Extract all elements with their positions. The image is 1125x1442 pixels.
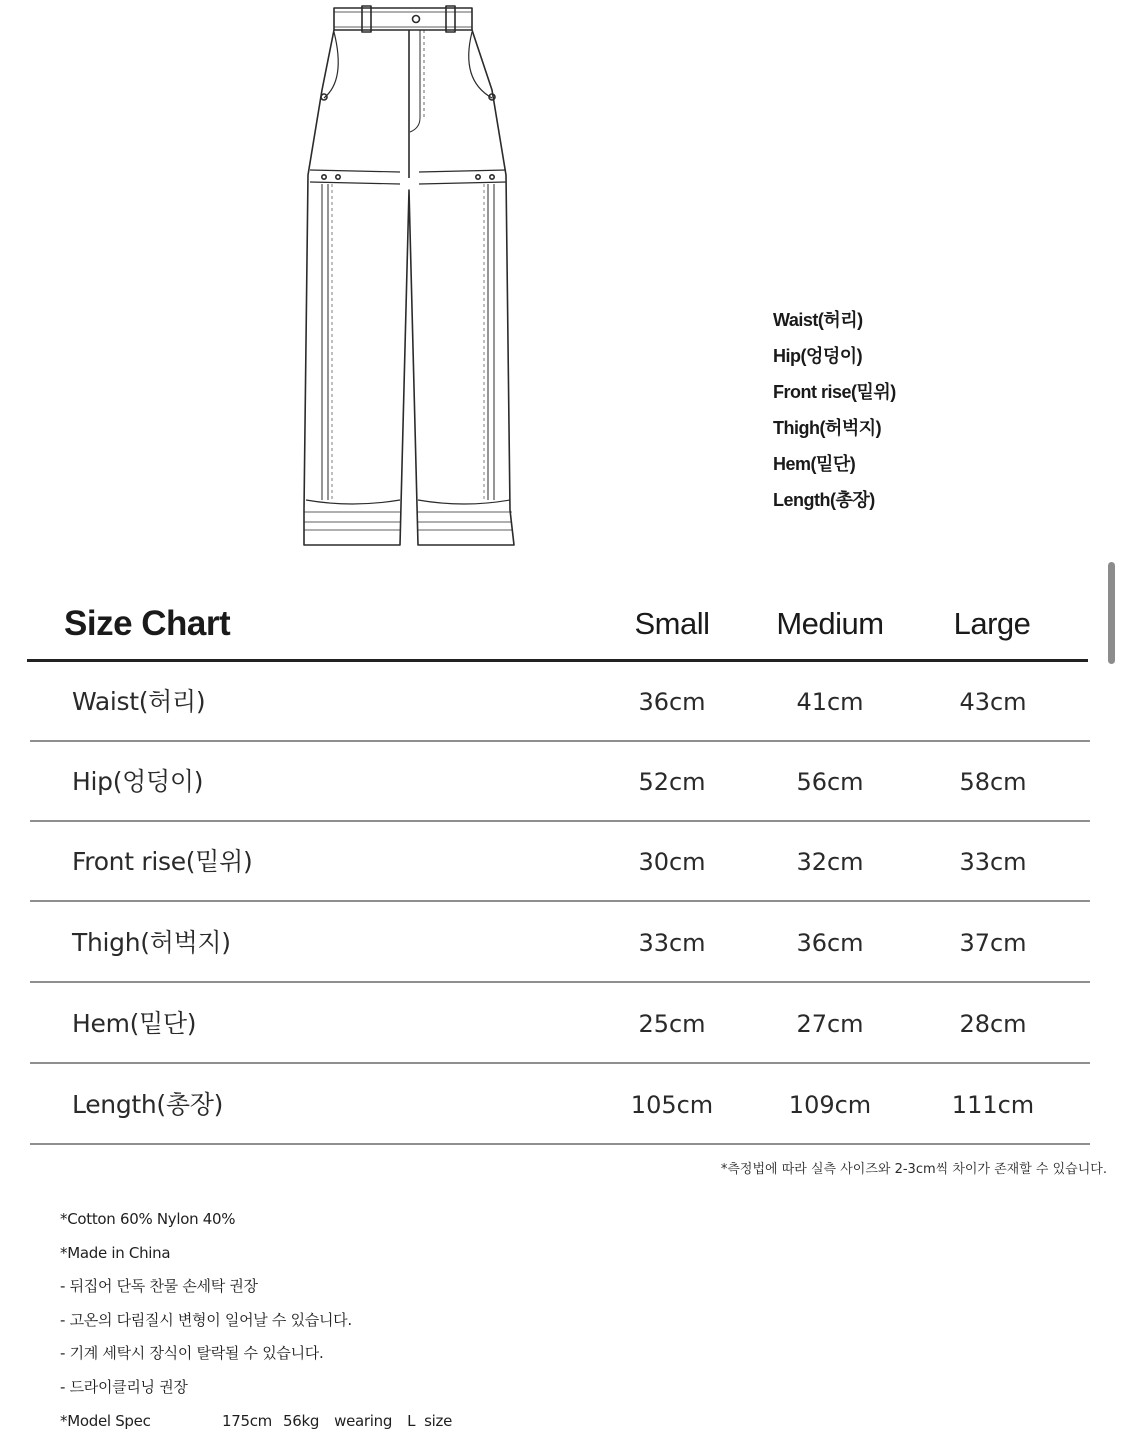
cell-small: 36cm: [638, 688, 706, 716]
note-care-iron: - 고온의 다림질시 변형이 일어날 수 있습니다.: [60, 1310, 352, 1329]
size-header-large: Large: [953, 606, 1031, 641]
model-spec: [60, 1405, 452, 1439]
row-label: Hem(밑단): [72, 1009, 197, 1038]
measurement-legend: [773, 306, 896, 522]
note-material: *Cotton 60% Nylon 40%: [60, 1210, 236, 1228]
cell-large: 111cm: [951, 1091, 1035, 1119]
note-care-machine: - 기계 세탁시 장식이 탈락될 수 있습니다.: [60, 1344, 324, 1363]
cell-large: 43cm: [959, 688, 1027, 716]
measurement-footnote: *측정법에 따라 실측 사이즈와 2-3cm씩 차이가 존재할 수 있습니다.: [720, 1162, 1107, 1177]
cell-small: 30cm: [638, 848, 706, 876]
cell-medium: 41cm: [796, 688, 864, 716]
row-divider: [30, 981, 1090, 983]
row-divider: [30, 1062, 1090, 1064]
legend-hem: Hem(밑단): [773, 454, 856, 474]
legend-hip: Hip(엉덩이): [773, 346, 863, 366]
legend-waist: Waist(허리): [773, 310, 863, 330]
cell-large: 33cm: [959, 848, 1027, 876]
legend-thigh: Thigh(허벅지): [773, 418, 882, 438]
cell-medium: 36cm: [796, 929, 864, 957]
cell-large: 37cm: [959, 929, 1027, 957]
row-label: Length(총장): [72, 1090, 224, 1119]
cell-medium: 56cm: [796, 768, 864, 796]
size-chart-title: Size Chart: [64, 604, 231, 643]
row-label: Hip(엉덩이): [72, 767, 204, 796]
cell-large: 28cm: [959, 1010, 1027, 1038]
size-header-small: Small: [634, 606, 710, 641]
table-row: [30, 662, 1090, 742]
cell-small: 105cm: [630, 1091, 714, 1119]
model-size-letter: L: [407, 1411, 416, 1430]
note-care-dryclean: - 드라이클리닝 권장: [60, 1377, 188, 1396]
model-wearing: wearing: [334, 1411, 393, 1430]
note-origin: *Made in China: [60, 1243, 171, 1262]
cell-large: 58cm: [959, 768, 1027, 796]
legend-front-rise: Front rise(밑위): [773, 382, 896, 402]
table-row: [30, 1065, 1090, 1145]
cell-medium: 27cm: [796, 1010, 864, 1038]
model-spec-label: *Model Spec: [60, 1411, 151, 1430]
row-label: Thigh(허벅지): [72, 928, 231, 957]
size-header-medium: Medium: [776, 606, 884, 641]
model-weight: 56kg: [283, 1411, 320, 1430]
table-row: [30, 984, 1090, 1064]
legend-length: Length(총장): [773, 490, 875, 510]
pants-illustration: [296, 0, 524, 552]
row-label: Front rise(밑위): [72, 847, 253, 876]
note-care-wash: - 뒤집어 단독 찬물 손세탁 권장: [60, 1277, 258, 1296]
cell-small: 33cm: [638, 929, 706, 957]
model-height: 175cm: [222, 1411, 272, 1430]
cell-small: 25cm: [638, 1010, 706, 1038]
model-size-word: size: [424, 1411, 453, 1430]
row-label: Waist(허리): [72, 687, 206, 716]
row-divider: [30, 1143, 1090, 1145]
table-row: [30, 742, 1090, 822]
row-divider: [30, 900, 1090, 902]
table-row: [30, 903, 1090, 983]
cell-medium: 32cm: [796, 848, 864, 876]
cell-medium: 109cm: [788, 1091, 872, 1119]
table-row: [30, 822, 1090, 902]
product-notes: [60, 1203, 452, 1438]
cell-small: 52cm: [638, 768, 706, 796]
size-chart-header: [0, 596, 1125, 652]
